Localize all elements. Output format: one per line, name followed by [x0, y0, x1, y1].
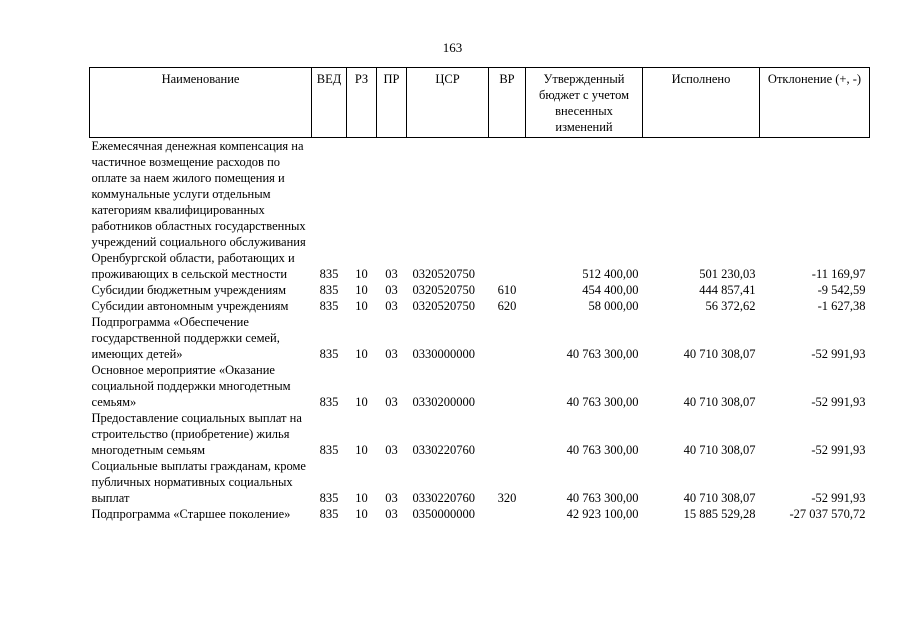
row-csr: 0330000000 — [412, 347, 475, 361]
row-approved: 40 763 300,00 — [566, 443, 639, 457]
header-ved: ВЕД — [312, 68, 347, 138]
row-vr — [489, 410, 526, 458]
row-rz: 10 — [355, 283, 368, 297]
row-deviation: -52 991,93 — [811, 347, 866, 361]
row-rz: 10 — [355, 507, 368, 521]
row-pr: 03 — [385, 491, 398, 505]
table-row — [90, 298, 870, 314]
row-deviation: -52 991,93 — [811, 395, 866, 409]
row-approved: 512 400,00 — [582, 267, 639, 281]
row-vr: 620 — [497, 299, 517, 313]
table-header — [90, 68, 870, 138]
page-number: 163 — [442, 40, 463, 55]
header-csr: ЦСР — [407, 68, 489, 138]
table-row — [90, 282, 870, 298]
row-pr: 03 — [385, 283, 398, 297]
row-executed: 501 230,03 — [699, 267, 756, 281]
row-deviation: -9 542,59 — [817, 283, 866, 297]
row-deviation: -11 169,97 — [811, 267, 866, 281]
row-pr: 03 — [385, 507, 398, 521]
row-ved: 835 — [319, 283, 339, 297]
table-row — [90, 138, 870, 283]
header-deviation: Отклонение (+, -) — [760, 68, 870, 138]
row-rz: 10 — [355, 395, 368, 409]
row-approved: 42 923 100,00 — [566, 507, 639, 521]
row-rz: 10 — [355, 299, 368, 313]
row-pr: 03 — [385, 347, 398, 361]
row-name: Ежемесячная денежная компенсация на частичное возмещение расходов по оплате за наем жилого помещения и коммунальные услуги отдельным категориям квалифицированных работников областных государственных учреждений социального обслуживания Оренбургской области, работающих и проживающих в сельской местности — [91, 139, 306, 281]
row-name: Основное мероприятие «Оказание социальной поддержки многодетным семьям» — [91, 363, 291, 409]
row-approved: 40 763 300,00 — [566, 395, 639, 409]
row-vr — [489, 138, 526, 283]
row-vr — [489, 506, 526, 522]
row-name: Субсидии бюджетным учреждениям — [91, 283, 287, 297]
row-executed: 40 710 308,07 — [683, 347, 756, 361]
header-executed: Исполнено — [643, 68, 760, 138]
budget-table — [89, 67, 870, 522]
row-ved: 835 — [319, 299, 339, 313]
row-csr: 0330220760 — [412, 491, 475, 505]
row-rz: 10 — [355, 443, 368, 457]
row-ved: 835 — [319, 443, 339, 457]
table-body — [90, 138, 870, 523]
row-deviation: -52 991,93 — [811, 491, 866, 505]
header-approved: Утвержденный бюджет с учетом внесенных изменений — [526, 68, 643, 138]
row-rz: 10 — [355, 491, 368, 505]
row-name: Подпрограмма «Старшее поколение» — [91, 507, 291, 521]
header-vr: ВР — [489, 68, 526, 138]
row-vr: 320 — [497, 491, 517, 505]
row-csr: 0350000000 — [412, 507, 475, 521]
row-approved: 454 400,00 — [582, 283, 639, 297]
row-name: Подпрограмма «Обеспечение государственной поддержки семей, имеющих детей» — [91, 315, 280, 361]
row-vr — [489, 314, 526, 362]
row-executed: 40 710 308,07 — [683, 443, 756, 457]
header-pr: ПР — [377, 68, 407, 138]
table-row — [90, 314, 870, 362]
row-pr: 03 — [385, 443, 398, 457]
row-ved: 835 — [319, 507, 339, 521]
row-csr: 0320520750 — [412, 267, 475, 281]
row-executed: 56 372,62 — [705, 299, 756, 313]
row-csr: 0320520750 — [412, 299, 475, 313]
row-executed: 444 857,41 — [699, 283, 756, 297]
row-name: Предоставление социальных выплат на строительство (приобретение) жилья многодетным семьям — [91, 411, 302, 457]
row-approved: 40 763 300,00 — [566, 491, 639, 505]
row-deviation: -52 991,93 — [811, 443, 866, 457]
row-executed: 40 710 308,07 — [683, 395, 756, 409]
row-pr: 03 — [385, 299, 398, 313]
row-name: Социальные выплаты гражданам, кроме публичных нормативных социальных выплат — [91, 459, 306, 505]
table-row — [90, 458, 870, 506]
row-ved: 835 — [319, 395, 339, 409]
row-vr — [489, 362, 526, 410]
row-csr: 0330220760 — [412, 443, 475, 457]
row-rz: 10 — [355, 267, 368, 281]
table-row — [90, 362, 870, 410]
row-vr: 610 — [497, 283, 517, 297]
header-name: Наименование — [90, 68, 312, 138]
row-pr: 03 — [385, 395, 398, 409]
row-pr: 03 — [385, 267, 398, 281]
header-rz: РЗ — [347, 68, 377, 138]
table-row — [90, 410, 870, 458]
row-deviation: -27 037 570,72 — [789, 507, 866, 521]
row-approved: 40 763 300,00 — [566, 347, 639, 361]
row-ved: 835 — [319, 491, 339, 505]
row-deviation: -1 627,38 — [817, 299, 866, 313]
row-approved: 58 000,00 — [588, 299, 639, 313]
row-csr: 0330200000 — [412, 395, 475, 409]
row-rz: 10 — [355, 347, 368, 361]
table-row — [90, 506, 870, 522]
row-ved: 835 — [319, 347, 339, 361]
row-executed: 15 885 529,28 — [683, 507, 756, 521]
row-executed: 40 710 308,07 — [683, 491, 756, 505]
row-ved: 835 — [319, 267, 339, 281]
row-csr: 0320520750 — [412, 283, 475, 297]
row-name: Субсидии автономным учреждениям — [91, 299, 289, 313]
